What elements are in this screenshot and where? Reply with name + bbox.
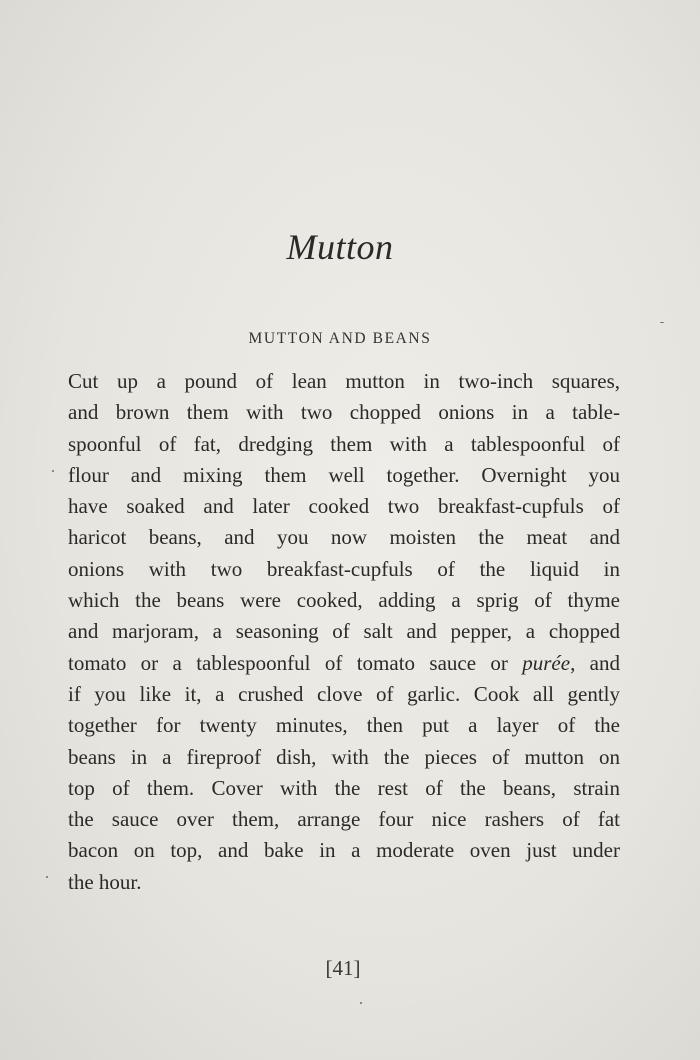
- paper-speck: [52, 470, 54, 472]
- body-line: and brown them with two chopped onions in a table-: [68, 400, 620, 425]
- body-line: top of them. Cover with the rest of the beans, strain: [68, 775, 620, 800]
- paper-speck: [660, 322, 664, 323]
- body-text-segment: , and: [570, 650, 620, 675]
- body-line: spoonful of fat, dredging them with a tablespoonful of: [68, 431, 620, 456]
- body-line: if you like it, a crushed clove of garlic. Cook all gently: [68, 681, 620, 706]
- body-line: together for twenty minutes, then put a layer of the: [68, 713, 620, 738]
- body-line: haricot beans, and you now moisten the meat and: [68, 525, 620, 550]
- body-line-tomato: [68, 648, 620, 679]
- body-line-last: the hour.: [68, 869, 142, 894]
- body-line: Cut up a pound of lean mutton in two-inch squares,: [68, 369, 620, 393]
- body-line: the sauce over them, arrange four nice rashers of fat: [68, 807, 620, 832]
- body-line: have soaked and later cooked two breakfast-cupfuls of: [68, 494, 620, 519]
- body-line: flour and mixing them well together. Overnight you: [68, 462, 620, 487]
- chapter-title: Mutton: [286, 227, 394, 267]
- page-number: [41]: [325, 956, 361, 980]
- body-line: which the beans were cooked, adding a sprig of thyme: [68, 588, 620, 613]
- body-line: bacon on top, and bake in a moderate oven just under: [68, 838, 620, 863]
- recipe-title: MUTTON AND BEANS: [248, 330, 432, 347]
- body-line: beans in a fireproof dish, with the pieces of mutton on: [68, 744, 620, 769]
- body-text-segment: tomato or a tablespoonful of tomato sauce or: [68, 650, 523, 675]
- italic-word: purée: [522, 650, 571, 675]
- paper-speck: [360, 1002, 362, 1004]
- recipe-body: [68, 366, 620, 898]
- body-line: onions with two breakfast-cupfuls of the liquid in: [68, 556, 620, 581]
- paper-speck: [46, 876, 48, 878]
- body-line: and marjoram, a seasoning of salt and pepper, a chopped: [68, 619, 620, 644]
